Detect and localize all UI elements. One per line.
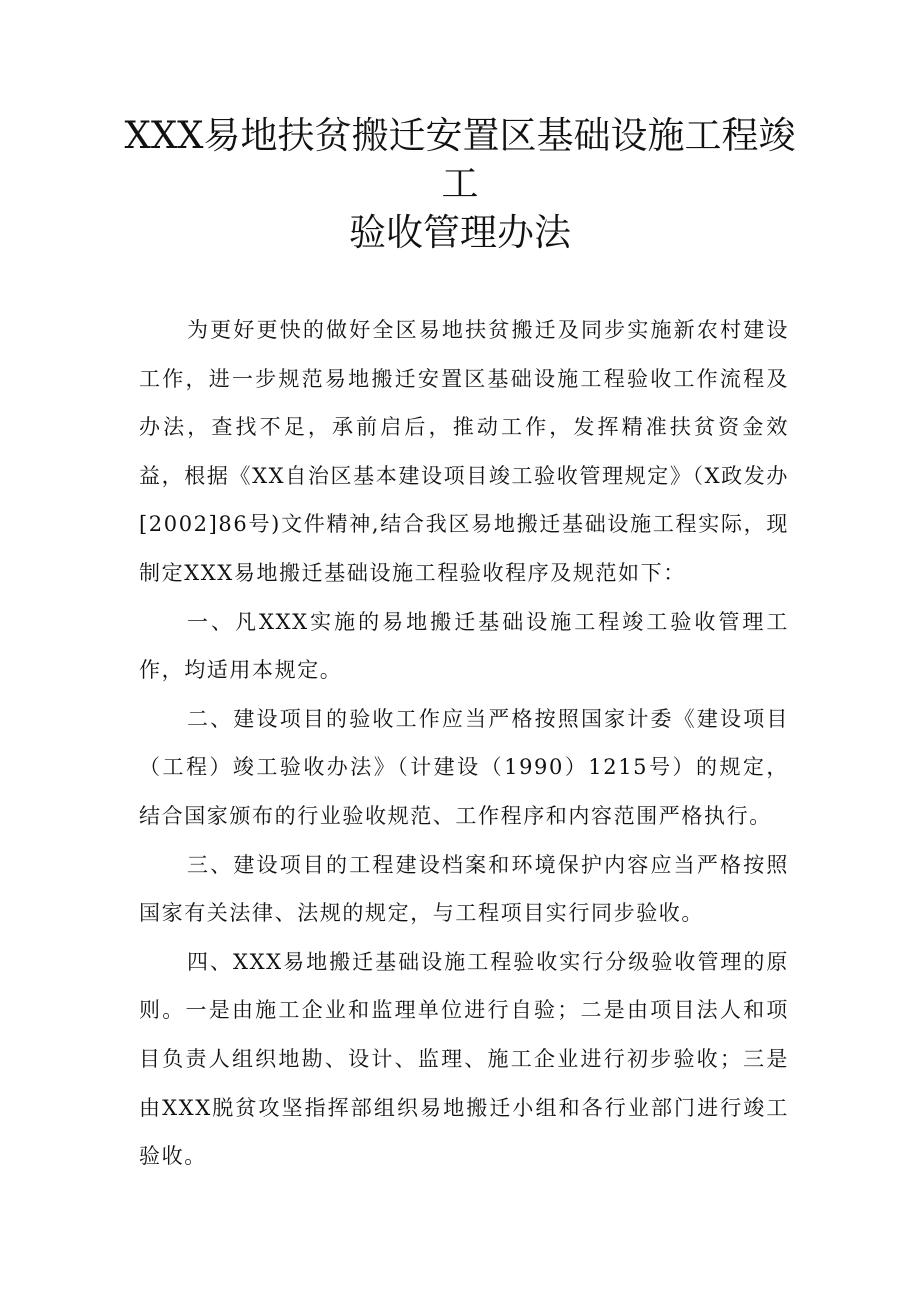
paragraph-article-1: 一、凡XXX实施的易地搬迁基础设施工程竣工验收管理工作，均适用本规定。 xyxy=(139,609,789,683)
paragraph-article-4: 四、XXX易地搬迁基础设施工程验收实行分级验收管理的原则。一是由施工企业和监理单位进行自验；二是由项目法人和项目负责人组织地勘、设计、监理、施工企业进行初步验收；三是由XXX脱贫攻坚指挥部组织易地搬迁小组和各行业部门进行竣工验收。 xyxy=(139,949,789,1169)
document-title-line-3: 验收管理办法 xyxy=(349,211,571,254)
paragraph-article-2: 二、建设项目的验收工作应当严格按照国家计委《建设项目（工程）竣工验收办法》（计建设（1990）1215号）的规定，结合国家颁布的行业验收规范、工作程序和内容范围严格执行。 xyxy=(139,706,789,828)
document-title-line-1: XXX易地扶贫搬迁安置区基础设施工程竣 xyxy=(124,114,796,157)
document-body xyxy=(139,306,789,1181)
paragraph-intro: 为更好更快的做好全区易地扶贫搬迁及同步实施新农村建设工作，进一步规范易地搬迁安置区基础设施工程验收工作流程及办法，查找不足，承前启后，推动工作，发挥精准扶贫资金效益，根据《XX自治区基本建设项目竣工验收管理规定》（X政发办[2002]86号)文件精神,结合我区易地搬迁基础设施工程实际，现制定XXX易地搬迁基础设施工程验收程序及规范如下： xyxy=(139,318,789,585)
document-title-line-2: 工 xyxy=(441,162,479,205)
paragraph-article-3: 三、建设项目的工程建设档案和环境保护内容应当严格按照国家有关法律、法规的规定，与工程项目实行同步验收。 xyxy=(139,852,789,926)
